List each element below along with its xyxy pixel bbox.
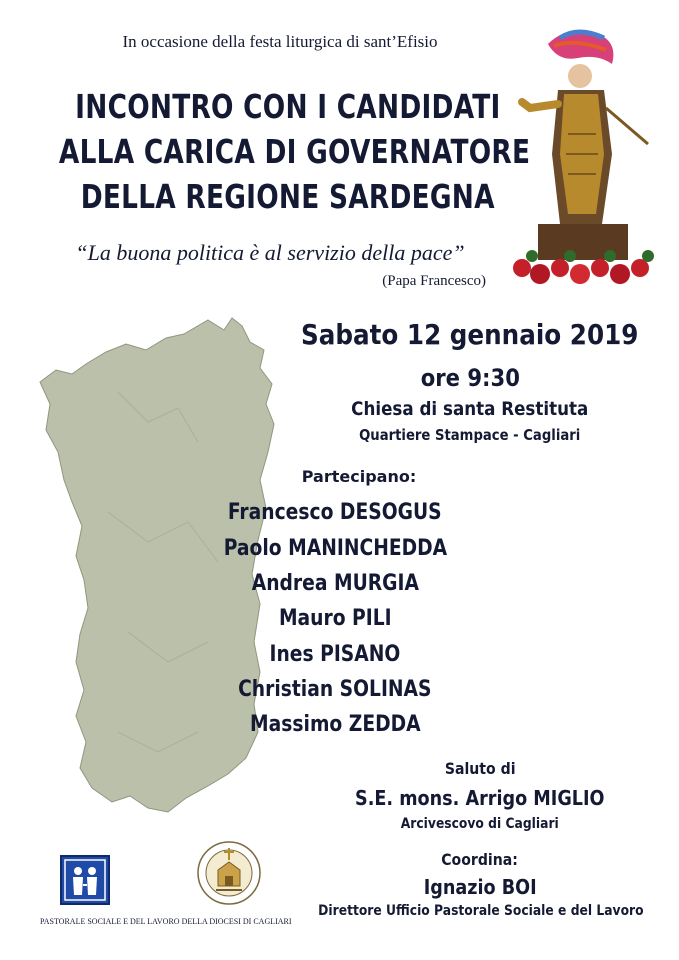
participant-name-text: Andrea MURGIA: [251, 571, 419, 596]
coordination-role: [296, 903, 652, 919]
greeting-label: [330, 759, 630, 778]
event-date-text: Sabato 12 gennaio 2019: [301, 318, 639, 351]
quote: “La buona politica è al servizio della pace”: [75, 240, 465, 265]
event-time-text: ore 9:30: [420, 364, 520, 392]
participant-name: [190, 571, 480, 596]
coordination-label: [330, 850, 630, 869]
event-date: [270, 318, 670, 351]
participants-label: Partecipano:: [301, 467, 417, 486]
participant-name: [190, 677, 480, 702]
participant-name: [190, 642, 480, 667]
coordination-role-text: Direttore Ufficio Pastorale Sociale e del Lavoro: [318, 903, 644, 919]
participant-name: [190, 500, 480, 525]
participant-name: [190, 536, 480, 561]
headline: [0, 84, 575, 219]
participant-name-text: Mauro PILI: [278, 606, 392, 631]
event-district: [270, 426, 670, 444]
participant-name-text: Massimo ZEDDA: [249, 712, 421, 737]
greeting-role-text: Arcivescovo di Cagliari: [401, 816, 559, 832]
greeting-name-text: S.E. mons. Arrigo MIGLIO: [355, 786, 605, 810]
headline-line-2: ALLA CARICA DI GOVERNATORE: [58, 132, 531, 171]
headline-line-3: DELLA REGIONE SARDEGNA: [80, 177, 495, 216]
quote-author: (Papa Francesco): [382, 273, 486, 289]
participant-name-text: Paolo MANINCHEDDA: [223, 536, 447, 561]
participant-name: [190, 712, 480, 737]
event-location: [270, 398, 670, 420]
participant-name-text: Francesco DESOGUS: [228, 500, 442, 525]
coordination-name-text: Ignazio BOI: [423, 875, 537, 899]
pastorale-sociale-logo: [60, 855, 110, 905]
greeting-name: [330, 786, 630, 810]
intro-text: In occasione della festa liturgica di sant’Efisio: [122, 32, 438, 51]
headline-line-1: INCONTRO CON I CANDIDATI: [74, 87, 501, 126]
sardinia-island-shape: [40, 318, 274, 812]
event-time: [270, 364, 670, 392]
participant-name-text: Christian SOLINAS: [238, 677, 432, 702]
greeting-role: [330, 816, 630, 832]
footer-organization: PASTORALE SOCIALE E DEL LAVORO DELLA DIOCESI DI CAGLIARI: [40, 917, 292, 926]
coordination-name: [330, 875, 630, 899]
event-district-text: Quartiere Stampace - Cagliari: [359, 426, 581, 444]
diocese-seal-logo: [196, 840, 262, 906]
coordination-label-text: Coordina:: [441, 850, 519, 869]
participant-name-text: Ines PISANO: [269, 642, 401, 667]
greeting-label-text: Saluto di: [444, 759, 516, 778]
event-location-text: Chiesa di santa Restituta: [351, 398, 589, 420]
participant-name: [190, 606, 480, 631]
